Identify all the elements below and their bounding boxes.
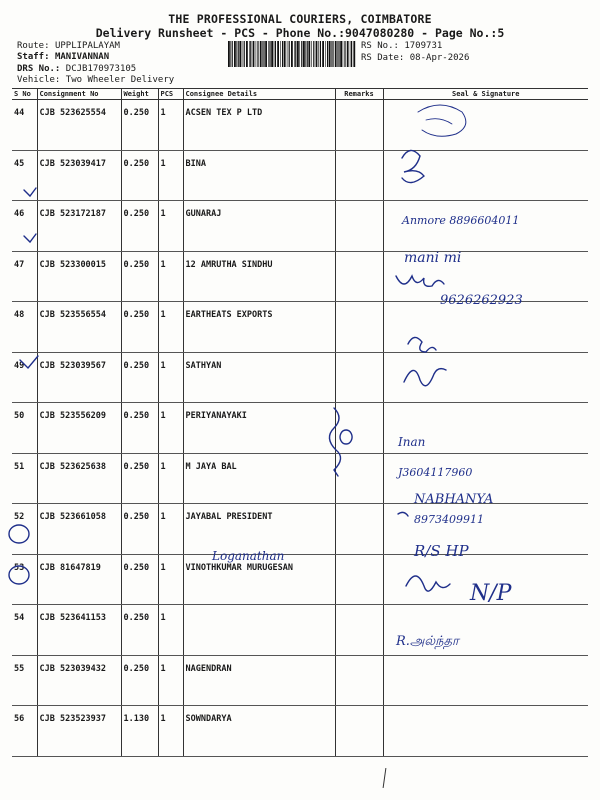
cell-consignment-no: CJB 523172187	[37, 201, 121, 252]
rs-date: RS Date: 08-Apr-2026	[361, 53, 470, 63]
cell-weight: 0.250	[121, 655, 158, 706]
cell-pcs: 1	[158, 453, 183, 504]
hw-mani-47: mani mi	[404, 250, 462, 266]
circle-54	[9, 525, 29, 543]
signature-50	[404, 369, 446, 386]
cell-consignment-no: CJB 523625638	[37, 453, 121, 504]
col-consignment: Consignment No	[37, 89, 121, 100]
signature-51-52-squiggle	[329, 408, 340, 476]
cell-pcs: 1	[158, 352, 183, 403]
signature-53-prefix	[398, 512, 408, 516]
cell-consignment-no: CJB 523556554	[37, 302, 121, 353]
cell-pcs: 1	[158, 504, 183, 555]
staff-label: Staff:	[17, 52, 50, 62]
cell-weight: 0.250	[121, 251, 158, 302]
cell-sno: 50	[12, 403, 37, 454]
cell-sno: 51	[12, 453, 37, 504]
cell-weight: 0.250	[121, 554, 158, 605]
signature-48	[396, 276, 444, 286]
circle-52	[340, 430, 352, 444]
cell-weight: 0.250	[121, 605, 158, 656]
cell-consignee: NAGENDRAN	[183, 655, 335, 706]
cell-consignment-no: CJB 523625554	[37, 100, 121, 151]
cell-weight: 0.250	[121, 403, 158, 454]
route-label: Route:	[17, 41, 50, 51]
cell-weight: 0.250	[121, 201, 158, 252]
rs-number: RS No.: 1709731	[361, 41, 443, 51]
cell-consignment-no: CJB 81647819	[37, 554, 121, 605]
cell-sno: 53	[12, 554, 37, 605]
hw-phone-48: 9626262923	[440, 293, 523, 308]
tick-47	[24, 234, 36, 242]
cell-consignment-no: CJB 523039432	[37, 655, 121, 706]
cell-consignee: GUNARAJ	[183, 201, 335, 252]
signature-strokes	[9, 105, 466, 591]
cell-weight: 1.130	[121, 706, 158, 757]
hw-name-56: R.அல்ந்தா	[396, 634, 459, 649]
cell-consignment-no: CJB 523039567	[37, 352, 121, 403]
cell-consignment-no: CJB 523661058	[37, 504, 121, 555]
cell-sno: 45	[12, 150, 37, 201]
cell-consignment-no: CJB 523039417	[37, 150, 121, 201]
cell-weight: 0.250	[121, 504, 158, 555]
cell-sno: 46	[12, 201, 37, 252]
tick-50	[20, 356, 38, 368]
cell-sno: 56	[12, 706, 37, 757]
cell-sno: 49	[12, 352, 37, 403]
cell-consignee: EARTHEATS EXPORTS	[183, 302, 335, 353]
col-pcs: PCS	[158, 89, 183, 100]
cell-pcs: 1	[158, 201, 183, 252]
cell-sno: 48	[12, 302, 37, 353]
cell-consignment-no: CJB 523556209	[37, 403, 121, 454]
cell-consignment-no: CJB 523523937	[37, 706, 121, 757]
cell-pcs: 1	[158, 554, 183, 605]
cell-weight: 0.250	[121, 352, 158, 403]
cell-consignee: 12 AMRUTHA SINDHU	[183, 251, 335, 302]
hw-phone-52: J3604117960	[398, 466, 473, 479]
cell-pcs: 1	[158, 100, 183, 151]
cell-sno: 52	[12, 504, 37, 555]
cell-consignee: JAYABAL PRESIDENT	[183, 504, 335, 555]
circle-55	[9, 566, 29, 584]
col-remarks: Remarks	[335, 89, 383, 100]
cell-consignee: M JAYA BAL	[183, 453, 335, 504]
hw-rs-hp-54: R/S HP	[414, 542, 469, 560]
col-sno: S No	[12, 89, 37, 100]
tick-46	[24, 188, 36, 196]
signature-45	[402, 150, 424, 182]
cell-pcs: 1	[158, 605, 183, 656]
cell-consignment-no: CJB 523641153	[37, 605, 121, 656]
cell-consignee: SOWNDARYA	[183, 706, 335, 757]
vehicle-value: Two Wheeler Delivery	[65, 75, 175, 85]
cell-sno: 44	[12, 100, 37, 151]
hw-phone-46: Anmore 8896604011	[402, 214, 520, 227]
drs-value: DCJB170973105	[65, 64, 137, 74]
cell-consignment-no: CJB 523300015	[37, 251, 121, 302]
col-consignee: Consignee Details	[183, 89, 335, 100]
cell-sno: 55	[12, 655, 37, 706]
cell-consignee: BINA	[183, 150, 335, 201]
seal-stamp	[418, 105, 466, 136]
cell-pcs: 1	[158, 655, 183, 706]
signature-55	[406, 576, 450, 591]
cell-pcs: 1	[158, 251, 183, 302]
cell-pcs: 1	[158, 403, 183, 454]
cell-sno: 54	[12, 605, 37, 656]
cell-weight: 0.250	[121, 453, 158, 504]
cell-consignee: VINOTHKUMAR MURUGESAN	[183, 554, 335, 605]
route-value: UPPLIPALAYAM	[54, 41, 120, 51]
company-title: THE PROFESSIONAL COURIERS, COIMBATORE	[168, 12, 432, 26]
cell-pcs: 1	[158, 150, 183, 201]
hw-phone-53: 8973409911	[414, 513, 484, 526]
drs-label: DRS No.:	[17, 64, 61, 74]
vehicle-label: Vehicle:	[17, 75, 61, 85]
runsheet-subtitle: Delivery Runsheet - PCS - Phone No.:9047080280 - Page No.:5	[95, 26, 505, 40]
col-weight: Weight	[121, 89, 158, 100]
signature-49	[408, 337, 436, 352]
hw-inan-52: Inan	[398, 435, 426, 449]
staff-value: MANIVANNAN	[54, 52, 110, 62]
cell-consignee: PERIYANAYAKI	[183, 403, 335, 454]
cell-consignee: ACSEN TEX P LTD	[183, 100, 335, 151]
hw-loganathan-54: Loganathan	[212, 549, 285, 563]
hw-np-55: N/P	[470, 581, 512, 606]
cell-weight: 0.250	[121, 150, 158, 201]
seal-stamp-inner	[426, 119, 452, 124]
col-signature: Seal & Signature	[383, 89, 588, 100]
cell-pcs: 1	[158, 706, 183, 757]
hw-name-53: NABHANYA	[414, 492, 494, 507]
cell-sno: 47	[12, 251, 37, 302]
cell-consignee: SATHYAN	[183, 352, 335, 403]
cell-weight: 0.250	[121, 302, 158, 353]
cell-pcs: 1	[158, 302, 183, 353]
cell-weight: 0.250	[121, 100, 158, 151]
